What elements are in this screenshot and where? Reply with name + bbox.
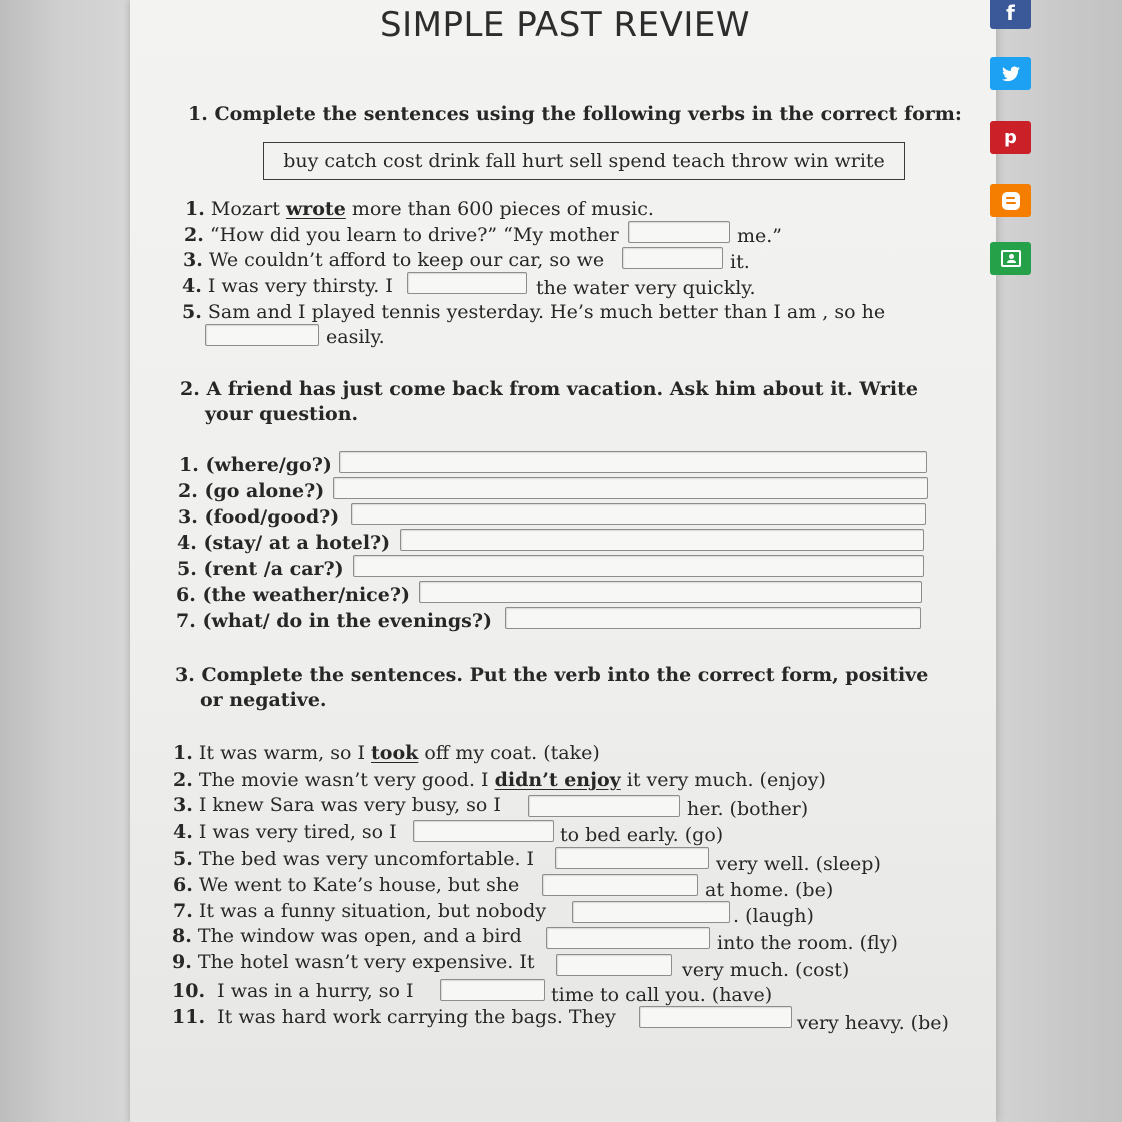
s2-answer-input-1[interactable] bbox=[339, 451, 927, 473]
s3-answer-input-11[interactable] bbox=[639, 1006, 792, 1028]
s1-answer-input-4[interactable] bbox=[407, 272, 527, 294]
s2-answer-input-7[interactable] bbox=[505, 607, 921, 629]
s1-answer-input-5[interactable] bbox=[205, 324, 319, 346]
s2-item-3 bbox=[178, 505, 339, 529]
s1-answer-input-2[interactable] bbox=[628, 221, 730, 243]
s2-item-5 bbox=[177, 557, 344, 581]
s1-item-3 bbox=[183, 248, 604, 272]
item-prompt: (food/good?) bbox=[204, 506, 340, 528]
s2-answer-input-3[interactable] bbox=[351, 503, 926, 525]
section3-heading-line2: or negative. bbox=[200, 689, 327, 711]
s3-item-10 bbox=[172, 979, 413, 1003]
item-text: I was very tired, so I bbox=[198, 821, 397, 843]
s3-item-5 bbox=[173, 847, 534, 871]
s3-item-1 bbox=[173, 741, 600, 765]
item-text: Mozart bbox=[210, 198, 280, 220]
s3-item-2 bbox=[173, 768, 826, 792]
s3-answer-input-8[interactable] bbox=[546, 927, 710, 949]
item-text: it very much. (enjoy) bbox=[626, 769, 826, 791]
section2-heading-text: A friend has just come back from vacation. Ask him about it. Write bbox=[206, 378, 918, 400]
section1-heading-text: Complete the sentences using the following verbs in the correct form: bbox=[214, 103, 962, 125]
s3-item-11 bbox=[172, 1005, 616, 1029]
page-title: SIMPLE PAST REVIEW bbox=[380, 5, 750, 45]
item-number: 3. bbox=[178, 506, 198, 528]
s3-item-3-after: her. (bother) bbox=[687, 798, 809, 820]
s1-item-2-after: me.” bbox=[737, 225, 783, 247]
section2-heading bbox=[180, 377, 918, 401]
example-answer: took bbox=[371, 742, 419, 764]
item-text: I knew Sara was very busy, so I bbox=[198, 794, 501, 816]
item-text: off my coat. (take) bbox=[424, 742, 600, 764]
facebook-share-button[interactable] bbox=[990, 0, 1031, 29]
s3-item-6 bbox=[173, 873, 519, 897]
item-number: 3. bbox=[173, 794, 193, 816]
s2-answer-input-6[interactable] bbox=[419, 581, 922, 603]
item-text: The hotel wasn’t very expensive. It bbox=[197, 951, 535, 973]
s1-item-4 bbox=[182, 274, 393, 298]
s3-answer-input-10[interactable] bbox=[440, 979, 545, 1001]
item-number: 11. bbox=[172, 1006, 206, 1028]
twitter-icon bbox=[1002, 66, 1020, 82]
s2-item-1 bbox=[179, 453, 332, 477]
s3-answer-input-6[interactable] bbox=[542, 874, 698, 896]
pinterest-icon: p bbox=[1004, 127, 1017, 148]
item-number: 5. bbox=[173, 848, 193, 870]
blogger-icon bbox=[1002, 192, 1020, 210]
item-text: “How did you learn to drive?” “My mother bbox=[209, 224, 619, 246]
item-text: The window was open, and a bird bbox=[197, 925, 522, 947]
s3-item-4-after: to bed early. (go) bbox=[560, 824, 724, 846]
item-text: more than 600 pieces of music. bbox=[351, 198, 654, 220]
item-number: 2. bbox=[178, 480, 198, 502]
s3-item-3 bbox=[173, 793, 501, 817]
item-text: Sam and I played tennis yesterday. He’s much better than I am , so he bbox=[207, 301, 886, 323]
blogger-share-button[interactable] bbox=[990, 184, 1031, 217]
twitter-share-button[interactable] bbox=[990, 57, 1031, 90]
item-prompt: (the weather/nice?) bbox=[202, 584, 410, 606]
item-prompt: (go alone?) bbox=[204, 480, 325, 502]
item-number: 4. bbox=[173, 821, 193, 843]
example-answer: wrote bbox=[285, 198, 346, 220]
s1-item-1 bbox=[185, 197, 654, 221]
s3-item-8 bbox=[172, 924, 522, 948]
classroom-icon bbox=[1001, 250, 1021, 267]
s1-item-5 bbox=[182, 300, 885, 324]
s1-item-2 bbox=[184, 223, 619, 247]
s3-item-11-after: very heavy. (be) bbox=[797, 1012, 949, 1034]
s1-item-4-after: the water very quickly. bbox=[536, 277, 756, 299]
item-number: 2. bbox=[184, 224, 204, 246]
s2-answer-input-4[interactable] bbox=[400, 529, 924, 551]
s2-answer-input-2[interactable] bbox=[333, 477, 928, 499]
item-number: 6. bbox=[173, 874, 193, 896]
s3-answer-input-3[interactable] bbox=[528, 795, 680, 817]
item-prompt: (what/ do in the evenings?) bbox=[202, 610, 492, 632]
s1-item-5-after: easily. bbox=[326, 326, 385, 348]
s3-answer-input-7[interactable] bbox=[572, 901, 730, 923]
item-number: 1. bbox=[185, 198, 205, 220]
item-text: I was very thirsty. I bbox=[207, 275, 393, 297]
item-text: It was hard work carrying the bags. They bbox=[217, 1006, 616, 1028]
s3-answer-input-4[interactable] bbox=[413, 820, 554, 842]
s1-item-3-after: it. bbox=[730, 251, 750, 273]
item-text: The movie wasn’t very good. I bbox=[198, 769, 489, 791]
section3-heading bbox=[175, 663, 928, 687]
item-number: 2. bbox=[173, 769, 193, 791]
item-prompt: (where/go?) bbox=[205, 454, 332, 476]
item-number: 10. bbox=[172, 980, 206, 1002]
s3-item-10-after: time to call you. (have) bbox=[551, 984, 773, 1006]
example-answer: didn’t enjoy bbox=[494, 769, 621, 791]
item-number: 3. bbox=[183, 249, 203, 271]
item-number: 6. bbox=[176, 584, 196, 606]
item-text: We went to Kate’s house, but she bbox=[198, 874, 520, 896]
s3-item-9-after: very much. (cost) bbox=[682, 959, 850, 981]
s3-answer-input-5[interactable] bbox=[555, 847, 709, 869]
s1-answer-input-3[interactable] bbox=[622, 247, 723, 269]
section3-heading-text: Complete the sentences. Put the verb into the correct form, positive bbox=[201, 664, 929, 686]
classroom-share-button[interactable] bbox=[990, 242, 1031, 275]
item-number: 1. bbox=[173, 742, 193, 764]
item-text: We couldn’t afford to keep our car, so we bbox=[208, 249, 605, 271]
item-prompt: (stay/ at a hotel?) bbox=[203, 532, 391, 554]
section1-number: 1. bbox=[188, 103, 208, 125]
item-text: The bed was very uncomfortable. I bbox=[198, 848, 535, 870]
item-number: 7. bbox=[173, 900, 193, 922]
item-number: 4. bbox=[177, 532, 197, 554]
s2-answer-input-5[interactable] bbox=[353, 555, 924, 577]
s2-item-2 bbox=[178, 479, 324, 503]
pinterest-share-button[interactable] bbox=[990, 121, 1031, 154]
s2-item-7 bbox=[176, 609, 492, 633]
item-number: 4. bbox=[182, 275, 202, 297]
s3-item-7-after: . (laugh) bbox=[733, 905, 814, 927]
s2-item-6 bbox=[176, 583, 410, 607]
item-text: It was warm, so I bbox=[198, 742, 365, 764]
item-number: 9. bbox=[172, 951, 192, 973]
section2-number: 2. bbox=[180, 378, 200, 400]
section2-heading-line2: your question. bbox=[205, 403, 359, 425]
item-number: 8. bbox=[172, 925, 192, 947]
item-number: 7. bbox=[176, 610, 196, 632]
s3-item-5-after: very well. (sleep) bbox=[716, 853, 881, 875]
s3-item-7 bbox=[173, 899, 546, 923]
s3-item-8-after: into the room. (fly) bbox=[717, 932, 898, 954]
item-text: I was in a hurry, so I bbox=[217, 980, 414, 1002]
s3-item-9 bbox=[172, 950, 535, 974]
item-number: 1. bbox=[179, 454, 199, 476]
item-text: It was a funny situation, but nobody bbox=[198, 900, 547, 922]
s3-answer-input-9[interactable] bbox=[556, 954, 672, 976]
section1-heading bbox=[188, 102, 962, 126]
s3-item-6-after: at home. (be) bbox=[705, 879, 834, 901]
word-bank: buy catch cost drink fall hurt sell spend teach throw win write bbox=[263, 142, 905, 180]
item-number: 5. bbox=[177, 558, 197, 580]
s3-item-4 bbox=[173, 820, 397, 844]
item-prompt: (rent /a car?) bbox=[203, 558, 344, 580]
s2-item-4 bbox=[177, 531, 390, 555]
facebook-icon: f bbox=[1006, 0, 1015, 25]
item-number: 5. bbox=[182, 301, 202, 323]
section3-number: 3. bbox=[175, 664, 195, 686]
